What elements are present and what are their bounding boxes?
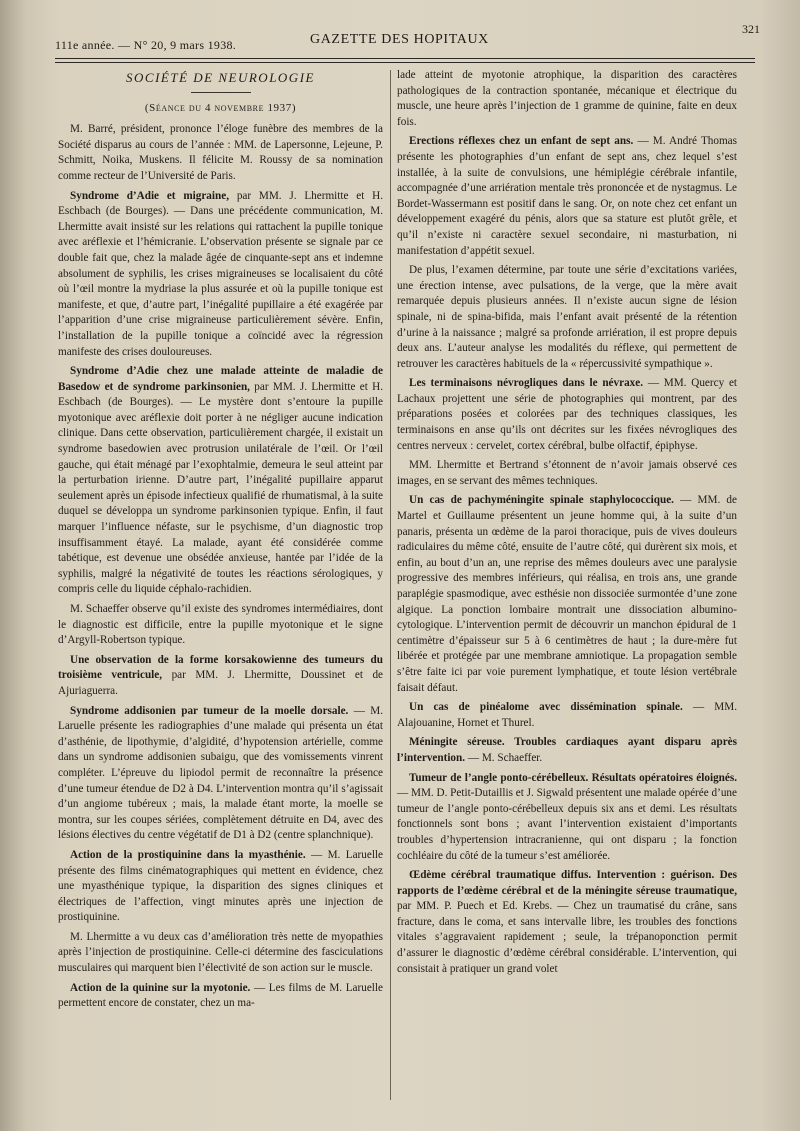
heading-addison: Syndrome addisonien par tumeur de la moelle dorsale. xyxy=(70,704,349,717)
text-erections: — M. André Thomas présente les photographies d’un enfant de sept ans, chez lequel s’est installée, à la suite de convulsions, une hémiplégie cérébrale infantile, accompagnée d’une arriération mentale très prononcée et de nystagmus. Le Bordet-Wassermann est positif dans le sang. Or, on note chez cet enfant un développement exagéré du pénis, alors que sa stature est plutôt grêle, et qu’il n’existe ni caractère sexuel secondaire, ni masturbation, ni manifestation d’appétit sexuel. xyxy=(397,135,737,257)
paragraph-lhermitte-bertrand: MM. Lhermitte et Bertrand s’étonnent de n’avoir jamais observé ces images, en se servant des mêmes techniques. xyxy=(397,459,737,487)
paragraph-addison xyxy=(58,704,383,844)
paragraph-erections xyxy=(397,134,737,259)
heading-nevroglie: Les terminaisons névrogliques dans le névraxe. xyxy=(409,377,644,390)
section-title: SOCIÉTÉ DE NEUROLOGIE xyxy=(126,70,315,85)
paragraph-schaeffer: M. Schaeffer observe qu’il existe des syndromes intermédiaires, dont le diagnostic est difficile, entre la pupille myotonique et le signe d’Argyll-Robertson typique. xyxy=(58,603,383,647)
paragraph-prostiquinine xyxy=(58,848,383,926)
issue-info: 111e année. — N° 20, 9 mars 1938. xyxy=(55,38,237,52)
paragraph-myotonie-cont: lade atteint de myotonie atrophique, la disparition des caractères pathologiques de la contraction spontanée, mécanique et électrique du muscle, une heure après l’injection de 1 gramme de quinine, faite en deux fois. xyxy=(397,69,737,128)
heading-erections: Erections réflexes chez un enfant de sept ans. xyxy=(409,135,634,148)
heading-pachymeningite: Un cas de pachyméningite spinale staphylococcique. xyxy=(409,494,674,507)
header-rule-bottom xyxy=(55,62,755,63)
heading-adie-migraine: Syndrome d’Adie et migraine, xyxy=(70,189,229,202)
text-adie-migraine: par MM. J. Lhermitte et H. Eschbach (de Bourges). — Dans une précédente communication, M. Lhermitte avait insisté sur les relations qui rattachent la pupille tonique avec aréflexie et l’hémicranie. L’observation présente se signale par ce double fait que, chez la malade âgée de cinquante-sept ans et indemne absolument de syphilis, les crises migraineuses se localisaient du côté où l’œil montre la mydriase la plus assurée et où la pupille tonique est manifeste, et que, d’autre part, l’inégalité pupillaire a été exagérée par l’apparition d’une crise migraineuse particulièrement sévère. Enfin, l’installation de la pupille tonique a coïncidé avec la régression manifeste des crises douloureuses. xyxy=(58,189,384,358)
heading-quinine: Action de la quinine sur la myotonie. xyxy=(70,981,251,994)
text-meningite-sereuse: — M. Schaeffer. xyxy=(467,751,543,764)
heading-prostiquinine: Action de la prostiquinine dans la myasthénie. xyxy=(70,848,306,861)
paragraph-pinealome xyxy=(397,700,737,731)
paragraph-nevroglie xyxy=(397,376,737,454)
paragraph-adie-basedow xyxy=(58,364,383,598)
text-oedeme: par MM. P. Puech et Ed. Krebs. — Chez un traumatisé du crâne, sans fracture, dans le coma, et sans intervalle libre, les troubles des fonctions vitales s’aggravaient rapidement ; seule, la trépanoponction permit d’assurer le diagnostic d’œdème cérébral considérable. L’intervention, qui consistait à pratiquer un grand volet xyxy=(397,900,737,975)
text-pachymeningite: — MM. de Martel et Guillaume présentent un jeune homme qui, à la suite d’un panaris, présenta un œdème de la paroi thoracique, puis de vives douleurs radiculaires du même côté, ensuite de l’autre côté, qui durèrent six mois, et enfin, au bout d’un an, une reprise des mêmes douleurs avec une paralysie progressive des membres inférieurs, qui réalisa, en trois ans, une grande paraplégie spasmodique, avec esthésie non dissociée surmontée d’une zone algique. La ponction lombaire montrait une dissociation albumino-cytologique. L’intervention permit de découvrir un manchon épidural de 1 centimètre d’épaisseur sur 5 à 6 centimètres de haut ; la dure-mère fut libérée et protégée par une membrane amniotique. La propagation semble s’être faite ici par voie purement lymphatique, et toute lésion vertébrale faisait défaut. xyxy=(397,494,737,694)
text-pinealome: — MM. Alajouanine, Hornet et Thurel. xyxy=(397,701,738,729)
paragraph-adie-migraine xyxy=(58,189,383,361)
paragraph-eloge: M. Barré, président, prononce l’éloge funèbre des membres de la Société disparus au cours de l’année : MM. de Lapersonne, Lejeune, P. Schmitt, Noika, Muskens. Il félicite M. Roussy de sa nomination comme recteur de l’Université de Paris. xyxy=(58,123,383,182)
paragraph-meningite-sereuse xyxy=(397,735,737,766)
heading-ponto-cerebelleux: Tumeur de l’angle ponto-cérébelleux. Résultats opératoires éloignés. xyxy=(409,771,737,784)
title-rule xyxy=(191,92,251,93)
right-column xyxy=(397,68,737,981)
paragraph-oedeme xyxy=(397,868,737,977)
heading-meningite-sereuse: Méningite séreuse. Troubles cardiaques ayant disparu après l’intervention. xyxy=(397,736,737,764)
heading-oedeme: Œdème cérébral traumatique diffus. Intervention : guérison. Des rapports de l’œdème cérébral et de la méningite séreuse traumatique, xyxy=(397,869,737,897)
text-ponto-cerebelleux: — MM. D. Petit-Dutaillis et J. Sigwald présentent une malade opérée d’une tumeur de l’angle ponto-cérébelleux depuis six ans et demi. Les résultats fonctionnels sont bons ; avant l’intervention existaient d’importants troubles d’hypertension intracranienne, qui ont disparu ; la fonction cochléaire du côté de la tumeur s’est améliorée. xyxy=(397,787,737,862)
journal-title: GAZETTE DES HOPITAUX xyxy=(310,32,489,47)
paragraph-ponto-cerebelleux xyxy=(397,771,737,865)
paragraph-examen: De plus, l’examen détermine, par toute une série d’excitations variées, une érection intense, avec pulsations, de la verge, que la mère avait remarquée depuis plusieurs années. Il n’existe aucun signe de lésion spinale, ni de spina-bifida, mais l’enfant avait présenté de la rétention d’urine à la naissance ; malgré sa profonde arriération, il est propre depuis deux ans. L’auteur analyse les modalités du réflexe, qui permettent de retrouver les caractères habituels de la « répercussivité sympathique ». xyxy=(397,264,737,370)
text-nevroglie: — MM. Quercy et Lachaux projettent une série de photographies qui montrent, par des préparations posées et colorées par des techniques classiques, les terminaisons en anse qu’ils ont décrites sur les fixées névrogliques des centres nerveux : cervelet, cortex cérébral, bulbe olfactif, épiphyse. xyxy=(397,377,738,452)
heading-adie-basedow: Syndrome d’Adie chez une malade atteinte de maladie de Basedow et de syndrome parkinsonien, xyxy=(58,365,383,393)
left-column xyxy=(58,68,383,1016)
column-divider xyxy=(390,70,391,1100)
heading-korsakow: Une observation de la forme korsakowienne des tumeurs du troisième ventricule, xyxy=(58,653,383,682)
page-header xyxy=(55,22,760,62)
text-korsakow: par MM. J. Lhermitte, Doussinet et de Ajuriaguerra. xyxy=(58,669,384,697)
text-adie-basedow: par MM. J. Lhermitte et H. Eschbach (de Bourges). — Le mystère dont s’entoure la pupille myotonique avec aréflexie doit porter à ne négliger aucune indication clinique. Dans cette observation, particulièrement chargée, il existait un syndrome basedowien avec protrusion unilatérale de l’œil. Or l’œil gauche, qui était ménagé par l’exophtalmie, demeura le seul atteint par la perturbation irienne. D’autre part, l’inégalité pupillaire apparut seulement après un épisode infectieux qualifié de rhumatismal, à la suite duquel se développa un syndrome parkinsonien typique. Enfin, il faut marquer l’influence néfaste, sur le psychisme, d’un diagnostic trop insuffisamment étayé. La malade, ayant été considérée comme tabétique, est devenue une obsédée anxieuse, hantée par l’idée de la syphilis, malgré la négativité de toutes les réactions sérologiques, y compris celle du liquide céphalo-rachidien. xyxy=(58,380,383,596)
page-number: 321 xyxy=(742,22,760,36)
heading-pinealome: Un cas de pinéalome avec dissémination spinale. xyxy=(409,701,683,714)
paragraph-pachymeningite xyxy=(397,493,737,696)
text-quinine: — Les films de M. Laruelle permettent encore de constater, chez un ma- xyxy=(58,981,383,1010)
seance-date: (Séance du 4 novembre 1937) xyxy=(144,101,297,114)
paragraph-quinine xyxy=(58,981,383,1012)
paragraph-korsakow xyxy=(58,653,383,700)
paragraph-lhermitte-myopathies: M. Lhermitte a vu deux cas d’amélioration très nette de myopathies après l’injection de prostiquinine. Celle-ci détermine des fasciculations musculaires qui marquent bien l’électivité de son action sur le muscle. xyxy=(58,930,383,975)
header-rule-top xyxy=(55,58,755,59)
text-addison: — M. Laruelle présente les radiographies d’une malade qui présenta un état d’asthénie, de lipothymie, d’algidité, d’hypotension artérielle, comme dans un syndrome addisonien subaigu, que des vomissements vinrent compléter. L’épreuve du lipiodol permit de reconnaître la présence d’une tumeur étendue de D2 à D4. L’intervention montra qu’il s’agissait d’un angiome tubéreux ; mais, la malade étant morte, la moelle se montra, sur les coupes sériées, complètement détruite en D4, avec des lésions électives du centre végétatif de D1 à D2 (centre splanchnique). xyxy=(58,704,384,842)
text-prostiquinine: — M. Laruelle présente des films cinématographiques qui mettent en évidence, chez une myasthénique typique, la disparition des signes cliniques et électriques de l’affection, vingt minutes après une injection de prostiquinine. xyxy=(58,848,384,924)
